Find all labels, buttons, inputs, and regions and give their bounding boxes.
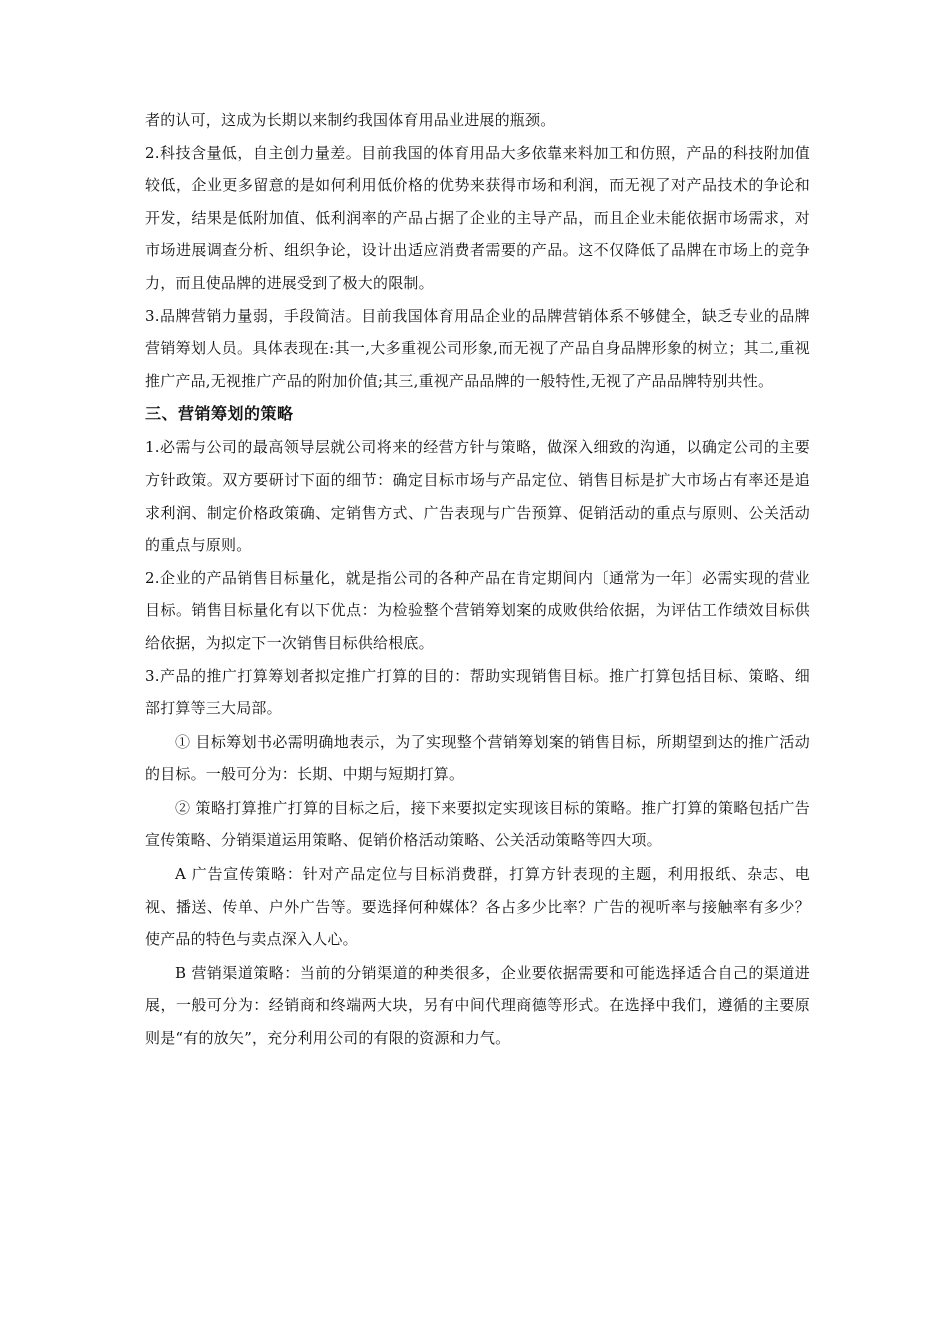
document-body [145,104,810,1055]
paragraph-strategy-1: 1.必需与公司的最高领导层就公司将来的经营方针与策略，做深入细致的沟通，以确定公司的主要方针政策。双方要研讨下面的细节：确定目标市场与产品定位、销售目标是扩大市场占有率还是追求利润、制定价格政策确、定销售方式、广告表现与广告预算、促销活动的重点与原则、公关活动的重点与原则。 [145,438,810,555]
paragraph-goal-planning: ① 目标筹划书必需明确地表示，为了实现整个营销筹划案的销售目标，所期望到达的推广活动的目标。一般可分为：长期、中期与短期打算。 [145,732,810,784]
paragraph-strategy-3: 3.产品的推广打算筹划者拟定推广打算的目的：帮助实现销售目标。推广打算包括目标、策略、细部打算等三大局部。 [145,666,810,718]
section-heading-marketing-strategy: 三、营销筹划的策略 [145,404,294,424]
paragraph-point-3-brand-marketing: 3.品牌营销力量弱，手段简洁。目前我国体育用品企业的品牌营销体系不够健全，缺乏专业的品牌营销筹划人员。具体表现在:其一,大多重视公司形象,而无视了产品自身品牌形象的树立；其二,重视推广产品,无视推广产品的附加价值;其三,重视产品品牌的一般特性,无视了产品品牌特别共性。 [145,306,810,390]
paragraph-point-2-technology: 2.科技含量低，自主创力量差。目前我国的体育用品大多依靠来料加工和仿照，产品的科技附加值较低，企业更多留意的是如何利用低价格的优势来获得市场和利润，而无视了对产品技术的争论和开发，结果是低附加值、低利润率的产品占据了企业的主导产品，而且企业未能依据市场需求，对市场进展调查分析、组织争论，设计出适应消费者需要的产品。这不仅降低了品牌在市场上的竞争力，而且使品牌的进展受到了极大的限制。 [145,143,810,292]
paragraph-strategy-planning: ② 策略打算推广打算的目标之后，接下来要拟定实现该目标的策略。推广打算的策略包括广告宣传策略、分销渠道运用策略、促销价格活动策略、公关活动策略等四大项。 [145,798,810,850]
paragraph-channel-strategy: B 营销渠道策略：当前的分销渠道的种类很多，企业要依据需要和可能选择适合自己的渠道进展，一般可分为：经销商和终端两大块，另有中间代理商德等形式。在选择中我们，遵循的主要原则是“有的放矢”，充分利用公司的有限的资源和力气。 [145,963,810,1048]
paragraph-advertising-strategy: A 广告宣传策略：针对产品定位与目标消费群，打算方针表现的主题，利用报纸、杂志、电视、播送、传单、户外广告等。要选择何种媒体？各占多少比率？广告的视听率与接触率有多少？使产品的特色与卖点深入人心。 [145,865,810,949]
paragraph-strategy-2: 2.企业的产品销售目标量化，就是指公司的各种产品在肯定期间内〔通常为一年〕必需实现的营业目标。销售目标量化有以下优点：为检验整个营销筹划案的成败供给依据，为评估工作绩效目标供给依据，为拟定下一次销售目标供给根底。 [145,568,810,652]
paragraph-brand-recognition-end: 者的认可，这成为长期以来制约我国体育用品业进展的瓶颈。 [145,111,556,129]
